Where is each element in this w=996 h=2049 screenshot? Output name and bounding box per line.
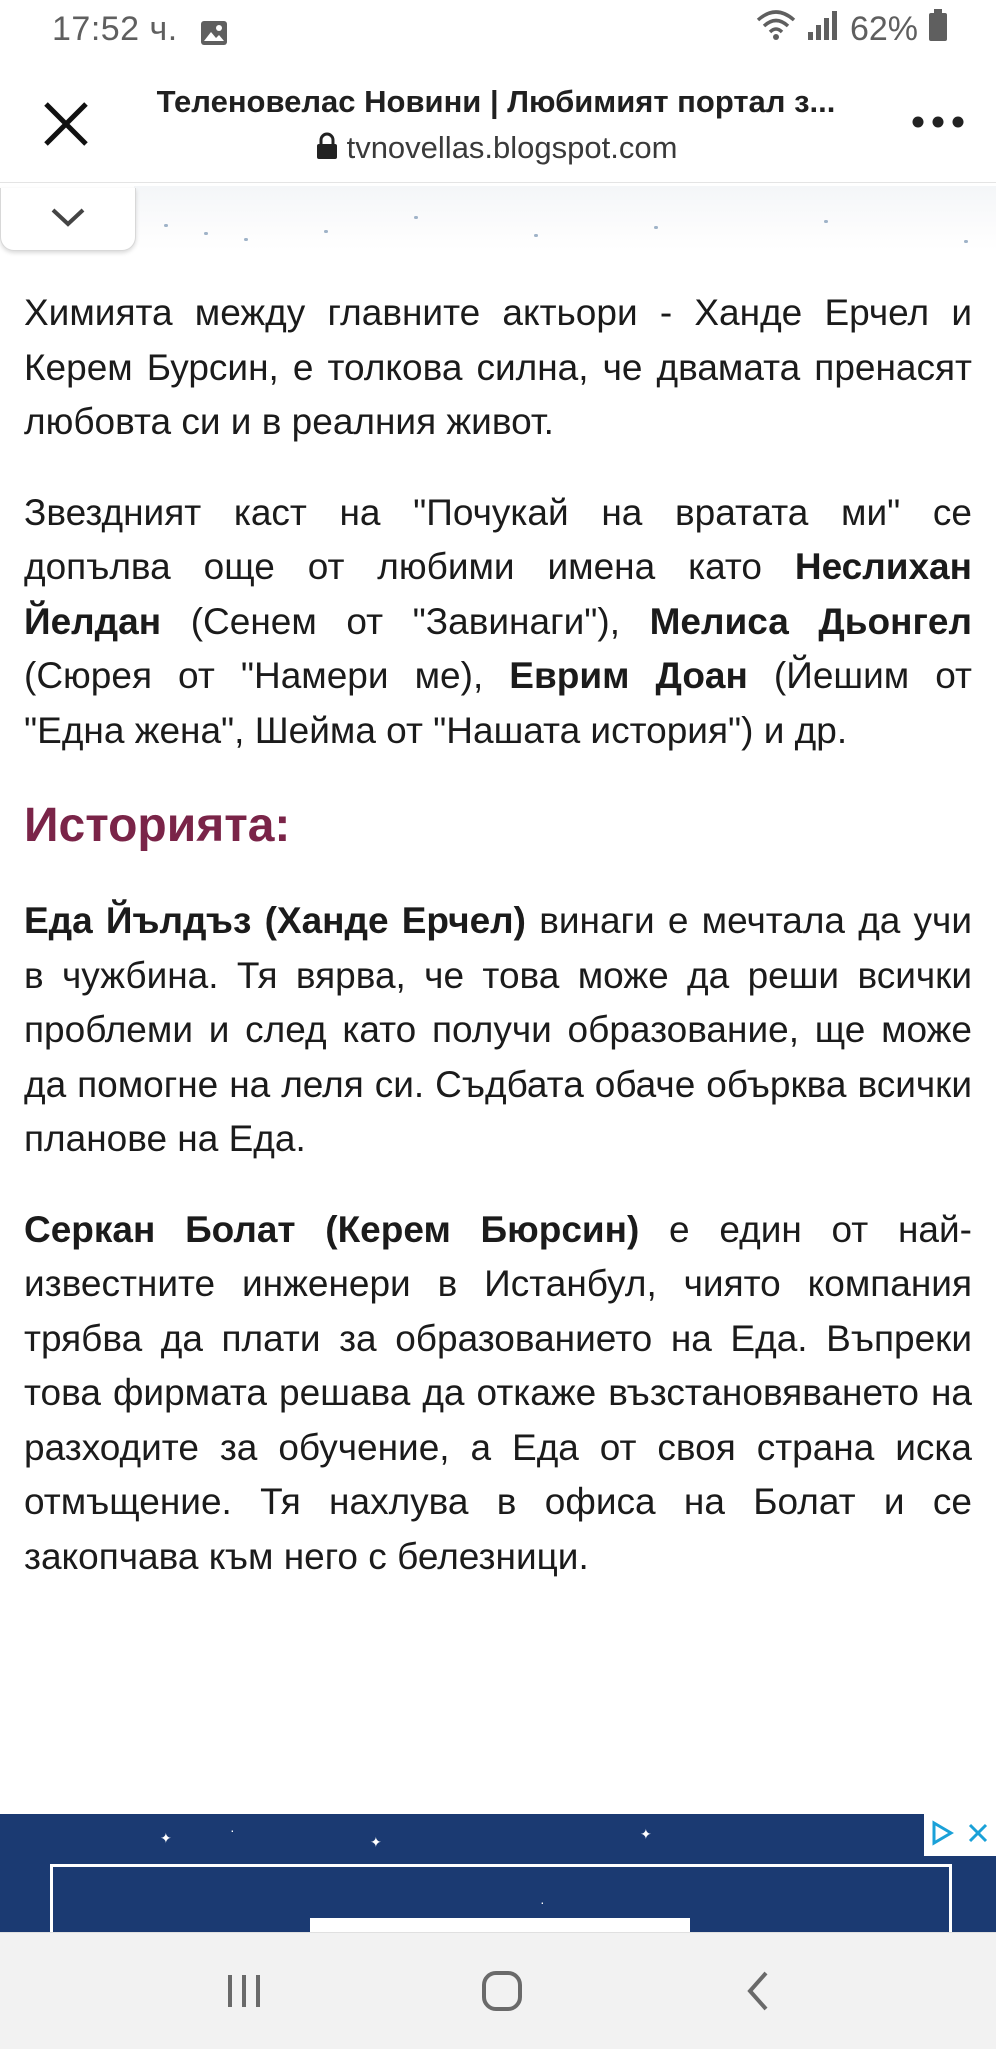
status-bar bbox=[0, 0, 996, 62]
browser-toolbar bbox=[0, 62, 996, 183]
collapse-toolbar-button[interactable] bbox=[0, 188, 136, 251]
status-indicators bbox=[756, 8, 948, 51]
section-heading-story: Историята: bbox=[24, 799, 291, 852]
url-text: tvnovellas.blogspot.com bbox=[346, 130, 678, 165]
home-button[interactable] bbox=[472, 1963, 532, 2019]
paragraph-eda bbox=[24, 894, 972, 1167]
close-button[interactable] bbox=[34, 92, 98, 156]
signal-icon bbox=[806, 8, 840, 51]
home-icon bbox=[472, 1963, 532, 2019]
page-title: Теленовелас Новини | Любимият портал з... bbox=[156, 84, 836, 119]
wifi-icon bbox=[756, 8, 796, 51]
url-row bbox=[126, 130, 866, 166]
back-icon bbox=[730, 1963, 790, 2019]
text-run: Звездният каст на "Почукай на вратата ми" се допълва още от любими имена като bbox=[24, 491, 972, 587]
text-run: (Йешим от "Една жена", Шейма от "Нашата история") и др. bbox=[24, 655, 972, 751]
more-vert-icon bbox=[910, 102, 966, 142]
ad-controls bbox=[924, 1814, 996, 1856]
character-name: Еда Йълдъз (Ханде Ерчел) bbox=[24, 900, 526, 941]
actor-name: Еврим Доан bbox=[509, 655, 748, 696]
text-run: е един от най-известните инженери в Истанбул, чиято компания трябва да плати за образованието на Еда. Въпреки това фирмата решава да откаже възстановяването на разходите за обучение, а Еда от своя страна иска отмъщение. Тя нахлува в офиса на Болат и се закопчава към него с белезници. bbox=[24, 1208, 972, 1577]
ad-close-icon[interactable] bbox=[966, 1821, 990, 1850]
paragraph-cast bbox=[24, 486, 972, 759]
back-button[interactable] bbox=[730, 1963, 790, 2019]
text-run: винаги е мечтала да учи в чужбина. Тя вярва, че това може да реши всички проблеми и след като получи образование, ще може да помогне на леля си. Съдбата обаче обърква всички планове на Еда. bbox=[24, 900, 972, 1159]
adchoices-icon[interactable] bbox=[930, 1820, 954, 1851]
gallery-icon bbox=[200, 16, 228, 55]
status-time: 17:52 ч. bbox=[52, 10, 178, 48]
battery-level: 62% bbox=[849, 10, 918, 48]
text-run: (Сюрея от "Намери ме), bbox=[24, 655, 510, 696]
paragraph-chemistry: Химията между главните актьори - Ханде Ерчел и Керем Бурсин, е толкова силна, че двамата пренасят любовта си и в реалния живот. bbox=[24, 292, 972, 442]
ad-banner[interactable]: ✦ · ✦ ✦ · bbox=[0, 1814, 996, 1932]
site-header-strip bbox=[134, 186, 996, 250]
character-name: Серкан Болат (Керем Бюрсин) bbox=[24, 1208, 640, 1250]
close-icon bbox=[34, 92, 98, 156]
actor-name: Мелиса Дьонгел bbox=[649, 600, 972, 642]
more-options-button[interactable] bbox=[910, 102, 966, 142]
lock-icon bbox=[315, 132, 339, 165]
article-body bbox=[24, 286, 972, 1620]
battery-icon bbox=[928, 8, 948, 51]
recent-apps-icon bbox=[214, 1963, 274, 2019]
paragraph-serkan bbox=[24, 1203, 972, 1585]
chevron-down-icon bbox=[1, 188, 135, 250]
recent-apps-button[interactable] bbox=[214, 1963, 274, 2019]
text-run: (Сенем от "Завинаги"), bbox=[161, 600, 650, 642]
actor-name: Неслихан Йелдан bbox=[24, 546, 972, 642]
title-area[interactable] bbox=[126, 84, 866, 166]
system-navigation-bar bbox=[0, 1932, 996, 2049]
ad-content-box bbox=[310, 1918, 690, 1932]
